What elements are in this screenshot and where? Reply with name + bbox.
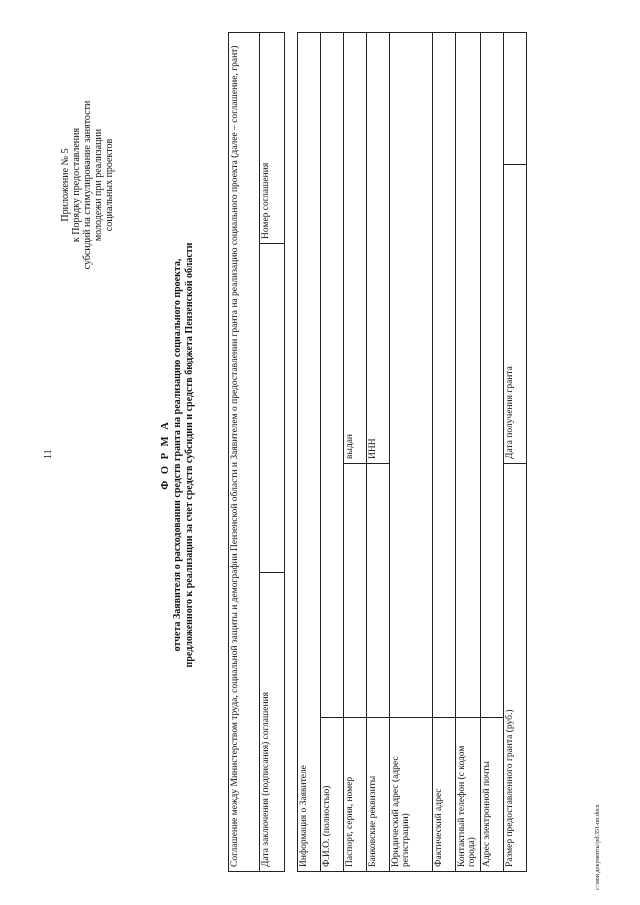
appendix-line: к Порядку предоставления xyxy=(71,127,82,243)
appendix-line: Приложение № 5 xyxy=(60,148,71,222)
fio-label: Ф.И.О. (полностью) xyxy=(321,718,344,872)
passport-value xyxy=(344,464,367,718)
agreement-table xyxy=(228,32,285,872)
legal-address-label: Юридический адрес (адрес регистрации) xyxy=(390,718,433,872)
actual-address-value xyxy=(433,33,456,718)
grant-amount-label: Размер предоставленного гранта (руб.) xyxy=(504,464,527,872)
legal-address-value xyxy=(390,33,433,718)
phone-label: Контактный телефон (с кодом города) xyxy=(456,718,481,872)
agreement-number-label: Номер соглашения xyxy=(260,33,285,244)
title-line: предложенного к реализации за счет средств субсидии и средств бюджета Пензенской области xyxy=(184,242,195,668)
appendix-line: субсидий на стимулирование занятости xyxy=(82,100,93,270)
email-value xyxy=(481,33,504,718)
file-path-footer: c:\мои документы\pd\351-пп.docx xyxy=(595,804,601,890)
actual-address-label: Фактический адрес xyxy=(433,718,456,872)
title-line: отчета Заявителя о расходовании средств гранта на реализацию социального проекта, xyxy=(172,258,183,652)
appendix-line: молодежи при реализации xyxy=(93,128,104,242)
grant-date-label: Дата получения гранта xyxy=(504,165,527,464)
agreement-header: Соглашение между Министерством труда, социальной защиты и демографии Пензенской области и Заявителем о предоставлении гранта на реализацию социального проекта (далее – соглашение, грант) xyxy=(229,33,260,872)
inn-label: ИНН xyxy=(367,33,390,464)
forma-heading: Ф О Р М А xyxy=(160,420,171,490)
bank-label: Банковские реквизиты xyxy=(367,718,390,872)
email-label: Адрес электронной почты xyxy=(481,718,504,872)
applicant-table xyxy=(297,32,527,872)
agreement-date-label: Дата заключения (подписания) соглашения xyxy=(260,573,285,872)
applicant-header: Информация о Заявителе xyxy=(298,33,321,872)
appendix-line: социальных проектов xyxy=(104,138,115,232)
page-number: 11 xyxy=(43,449,54,459)
grant-date-value xyxy=(504,33,527,165)
bank-value xyxy=(367,464,390,718)
appendix-block xyxy=(60,55,115,315)
issued-label: выдан xyxy=(344,33,367,464)
passport-label: Паспорт, серия, номер xyxy=(344,718,367,872)
form-title xyxy=(160,155,196,755)
fio-value xyxy=(321,33,344,718)
phone-value xyxy=(456,33,481,718)
agreement-date-value xyxy=(260,244,285,573)
